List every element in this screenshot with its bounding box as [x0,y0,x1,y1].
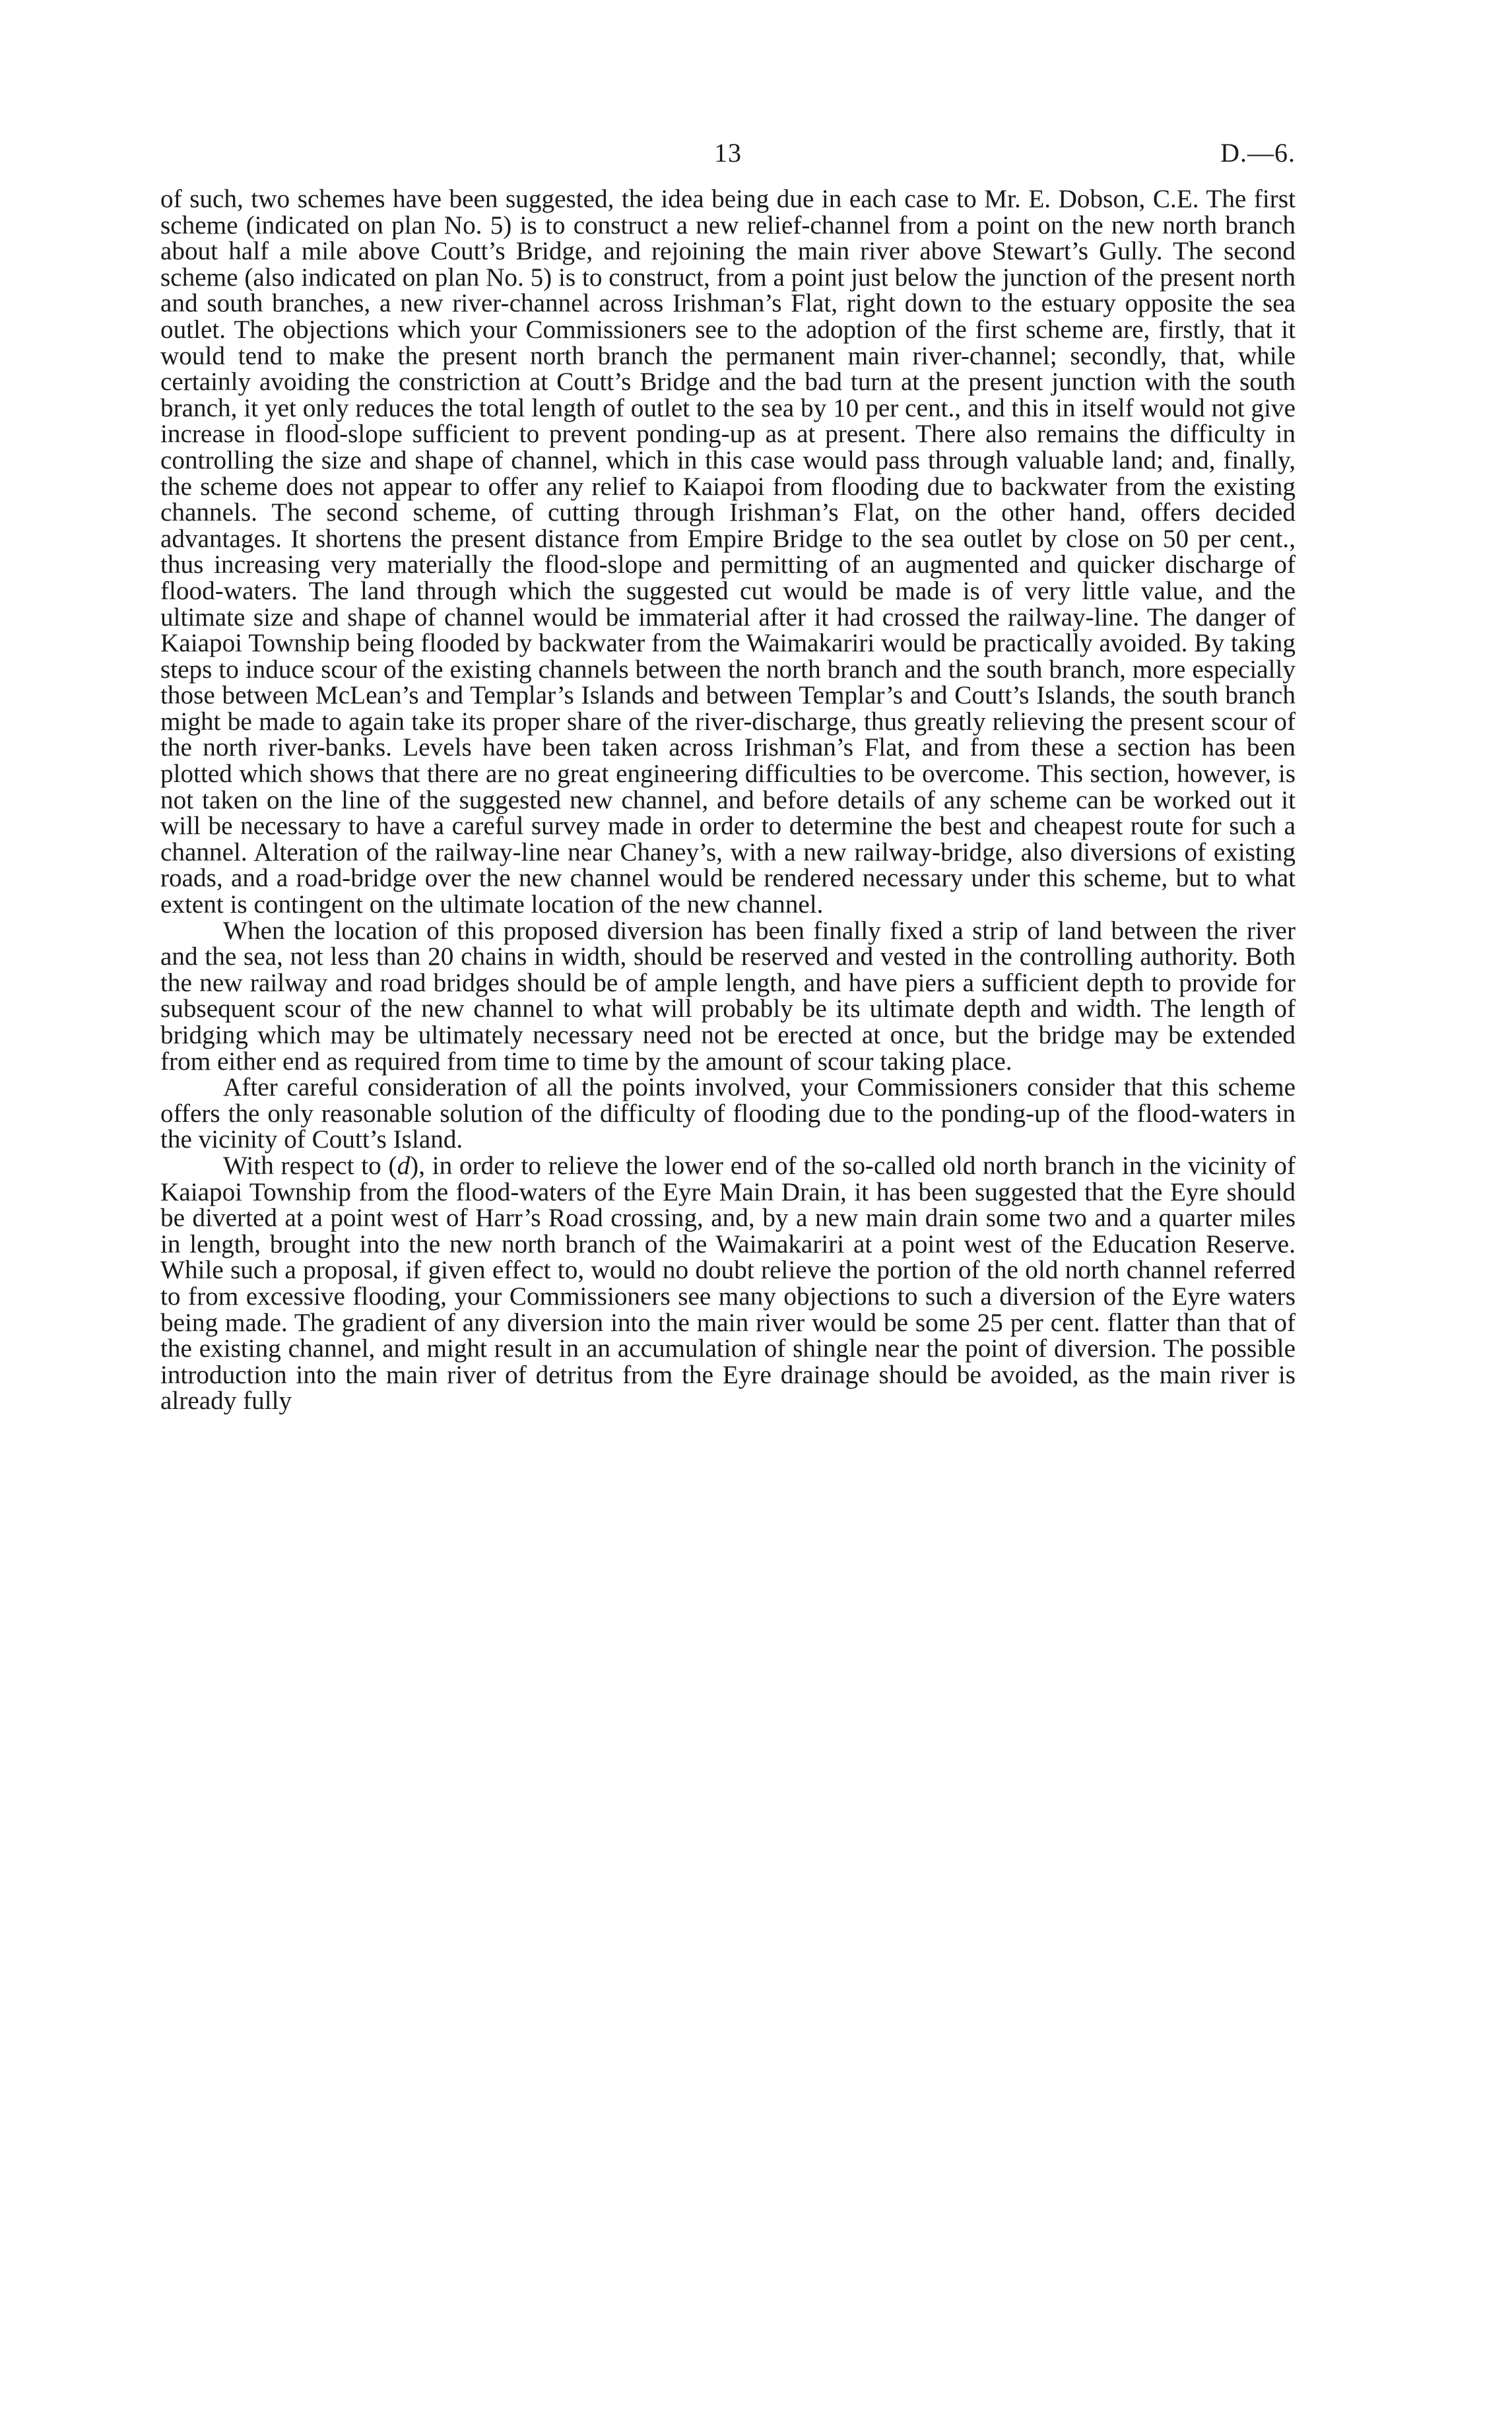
page-header [160,137,1296,177]
paragraph-2: When the location of this proposed diversion has been finally fixed a strip of land between the river and the sea, not less than 20 chains in width, should be reserved and vested in the controlling authority. Both the new railway and road bridges should be of ample length, and have piers a sufficient depth to provide for subsequent scour of the new channel to what will probably be its ultimate depth and width. The length of bridging which may be ultimately necessary need not be erected at once, but the bridge may be extended from either end as required from time to time by the amount of scour taking place. [160,916,1296,1076]
document-reference: D.—6. [1220,138,1296,168]
paragraph-3: After careful consideration of all the points involved, your Commissioners consider that this scheme offers the only reasonable solution of the difficulty of flooding due to the ponding-up of the flood-waters in the vicinity of Coutt’s Island. [160,1073,1296,1154]
body-text [160,186,1296,1414]
paragraph-1: of such, two schemes have been suggested, the idea being due in each case to Mr. E. Dobson, C.E. The first scheme (indicated on plan No. 5) is to construct a new relief-channel from a point on the new north branch about half a mile above Coutt’s Bridge, and rejoining the main river above Stewart’s Gully. The second scheme (also indicated on plan No. 5) is to construct, from a point just below the junction of the present north and south branches, a new river-channel across Irishman’s Flat, right down to the estuary opposite the sea outlet. The objections which your Commissioners see to the adoption of the first scheme are, firstly, that it would tend to make the present north branch the permanent main river-channel; secondly, that, while certainly avoiding the constriction at Coutt’s Bridge and the bad turn at the present junction with the south branch, it yet only reduces the total length of outlet to the sea by 10 per cent., and this in itself would not give increase in flood-slope sufficient to prevent ponding-up as at present. There also remains the difficulty in controlling the size and shape of channel, which in this case would pass through valuable land; and, finally, the scheme does not appear to offer any relief to Kaiapoi from flooding due to backwater from the existing channels. The second scheme, of cutting through Irishman’s Flat, on the other hand, offers decided advantages. It shortens the present distance from Empire Bridge to the sea outlet by close on 50 per cent., thus increasing very materially the flood-slope and permitting of an augmented and quicker discharge of flood-waters. The land through which the suggested cut would be made is of very little value, and the ultimate size and shape of channel would be immaterial after it had crossed the railway-line. The danger of Kaiapoi Township being flooded by backwater from the Waimakariri would be practically avoided. By taking steps to induce scour of the existing channels between the north branch and the south branch, more especially those between McLean’s and Templar’s Islands and between Templar’s and Coutt’s Islands, the south branch might be made to again take its proper share of the river-discharge, thus greatly relieving the present scour of the north river-banks. Levels have been taken across Irishman’s Flat, and from these a section has been plotted which shows that there are no great engineering difficulties to be overcome. This section, however, is not taken on the line of the suggested new channel, and before details of any scheme can be worked out it will be necessary to have a careful survey made in order to determine the best and cheapest route for such a channel. Alteration of the railway-line near Chaney’s, with a new railway-bridge, also diversions of existing roads, and a road-bridge over the new channel would be rendered necessary under this scheme, but to what extent is contingent on the ultimate location of the new channel. [160,185,1296,919]
paragraph-4-italic-ref: d [397,1151,411,1180]
paragraph-4-text-rest: ), in order to relieve the lower end of the so-called old north branch in the vicinity of Kaiapoi Township from the flood-waters of the Eyre Main Drain, it has been suggested that the Eyre should be diverted at a point west of Harr’s Road crossing, and, by a new main drain some two and a quarter miles in length, brought into the new north branch of the Waimakariri at a point west of the Education Reserve. While such a proposal, if given effect to, would no doubt relieve the portion of the old north channel referred to from excessive flooding, your Commissioners see many objections to such a diversion of the Eyre waters being made. The gradient of any diversion into the main river would be some 25 per cent. flatter than that of the existing channel, and might result in an accumulation of shingle near the point of diversion. The possible introduction into the main river of detritus from the Eyre drainage should be avoided, as the main river is already fully [160,1151,1296,1416]
paragraph-4 [160,1153,1296,1414]
paragraph-4-text-start: With respect to ( [223,1151,397,1180]
page-number: 13 [714,138,742,168]
